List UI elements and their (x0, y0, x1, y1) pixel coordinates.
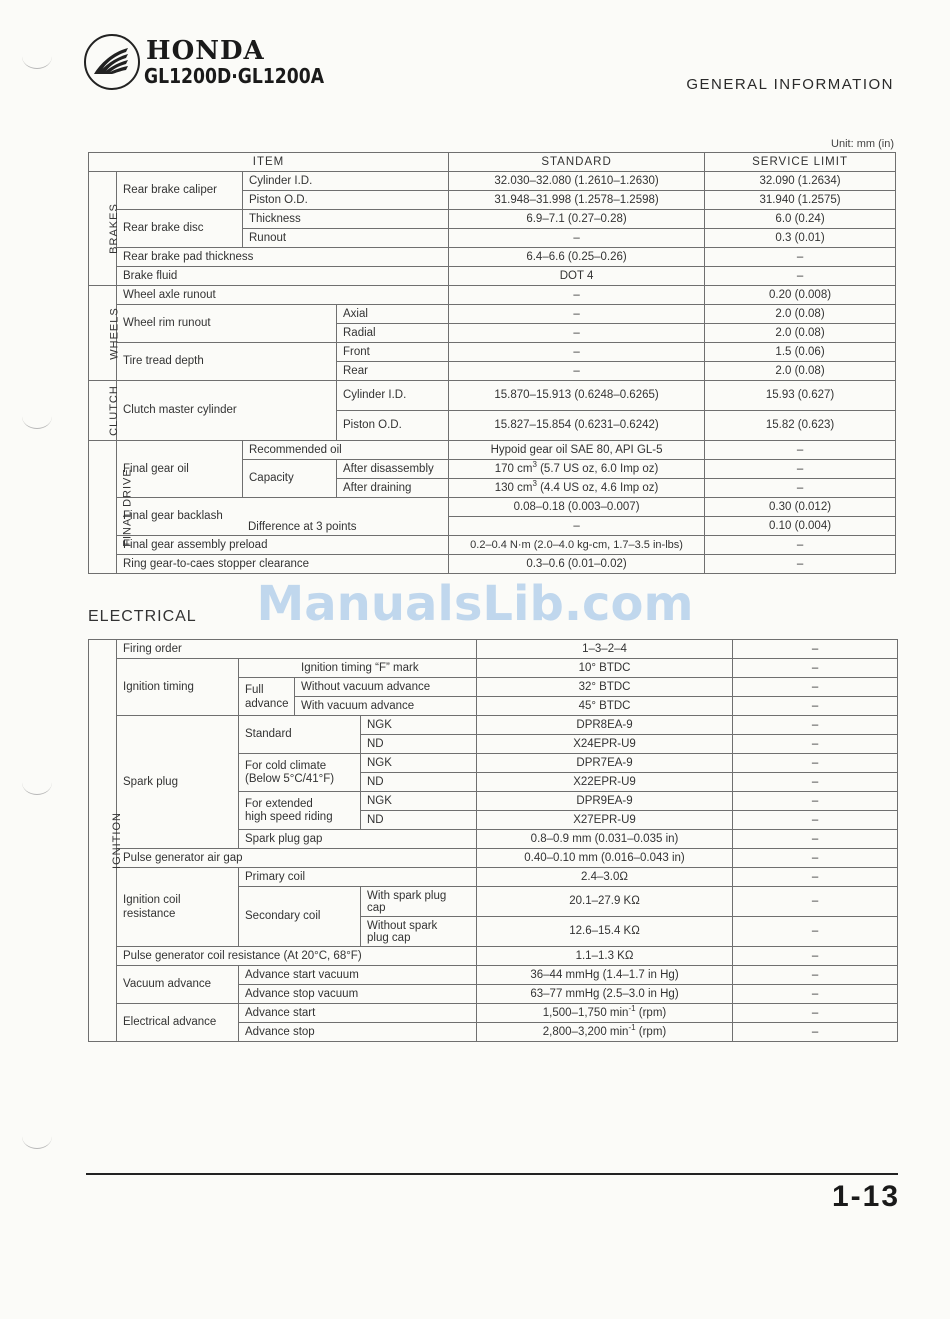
column-header-standard: STANDARD (449, 153, 705, 172)
limit-value: – (733, 947, 898, 966)
spec-table-chassis (88, 152, 896, 574)
limit-value: – (733, 773, 898, 792)
standard-value: 32° BTDC (477, 678, 733, 697)
label-line: With spark plug (367, 889, 447, 902)
standard-value: 1.1–1.3 KΩ (477, 947, 733, 966)
category-final-drive (89, 441, 134, 574)
standard-value: 36–44 mmHg (1.4–1.7 in Hg) (477, 966, 733, 985)
limit-value: – (733, 754, 898, 773)
limit-value: 1.5 (0.06) (705, 343, 896, 362)
binder-hole (22, 1124, 52, 1149)
item-label: Final gear oil (117, 441, 243, 498)
limit-value: 31.940 (1.2575) (705, 191, 896, 210)
table-row (89, 1004, 898, 1023)
limit-value: – (705, 536, 896, 555)
section-title: GENERAL INFORMATION (686, 76, 894, 93)
standard-value (477, 1023, 733, 1042)
spec-table-electrical (88, 639, 898, 1042)
standard-value: 20.1–27.9 KΩ (477, 887, 733, 917)
category-label: CLUTCH (107, 385, 120, 436)
sub-item-label: Spark plug gap (239, 830, 477, 849)
limit-value: – (733, 678, 898, 697)
table-row (89, 267, 896, 286)
value-part: 170 cm (494, 462, 533, 475)
standard-value: 6.4–6.6 (0.25–0.26) (449, 248, 705, 267)
sub-item-label: Radial (337, 324, 449, 343)
table-row (89, 498, 896, 517)
table-row (89, 868, 898, 887)
item-label: Electrical advance (117, 1004, 239, 1042)
label-line: For extended (245, 797, 313, 810)
sub-item-label: ND (361, 773, 477, 792)
limit-value: – (733, 697, 898, 716)
sub-item-label (239, 754, 361, 792)
table-row (89, 640, 898, 659)
standard-value: – (449, 305, 705, 324)
wing-icon (90, 44, 132, 78)
binder-hole (22, 770, 52, 795)
item-label: Rear brake disc (117, 210, 243, 248)
item-label: Ring gear-to-caes stopper clearance (117, 555, 449, 574)
value-part: (5.7 US oz, 6.0 Imp oz) (536, 462, 659, 475)
limit-value: – (733, 830, 898, 849)
table-row (89, 381, 896, 411)
item-label: Final gear backlash (117, 498, 449, 536)
sub-item-label: Cylinder I.D. (337, 381, 449, 411)
binder-hole (22, 44, 52, 69)
item-label: Ignition timing (117, 659, 239, 716)
table-row (89, 716, 898, 735)
limit-value: – (733, 849, 898, 868)
sub-item-label: After disassembly (337, 460, 449, 479)
watermark: ManualsLib.com (256, 576, 694, 632)
table-row (89, 849, 898, 868)
value-part: 2,800–3,200 min (542, 1025, 629, 1038)
limit-value: 32.090 (1.2634) (705, 172, 896, 191)
category-label: WHEELS (108, 306, 121, 360)
sub-item-label: Cylinder I.D. (243, 172, 449, 191)
limit-value: 6.0 (0.24) (705, 210, 896, 229)
superscript: 3 (532, 459, 537, 469)
value-part: 130 cm (494, 481, 533, 494)
limit-value: 2.0 (0.08) (705, 324, 896, 343)
standard-value: 0.2–0.4 N·m (2.0–4.0 kg-cm, 1.7–3.5 in-lbs) (449, 536, 705, 555)
standard-value: 0.8–0.9 mm (0.031–0.035 in) (477, 830, 733, 849)
limit-value: – (733, 1004, 898, 1023)
item-label: Final gear assembly preload (117, 536, 449, 555)
item-label: Clutch master cylinder (117, 381, 337, 441)
item-label: Brake fluid (117, 267, 449, 286)
standard-value (477, 1004, 733, 1023)
item-label: Wheel axle runout (117, 286, 449, 305)
table-row (89, 555, 896, 574)
superscript: -1 (628, 1003, 636, 1013)
limit-value: 15.93 (0.627) (705, 381, 896, 411)
item-label: Spark plug (117, 716, 239, 849)
table-row (89, 248, 896, 267)
item-label: Firing order (117, 640, 477, 659)
standard-value: 10° BTDC (477, 659, 733, 678)
limit-value: 0.10 (0.004) (705, 517, 896, 536)
item-label: Rear brake caliper (117, 172, 243, 210)
value-part: 1,500–1,750 min (542, 1006, 629, 1019)
sub-item-label: Advance stop vacuum (239, 985, 477, 1004)
limit-value: 15.82 (0.623) (705, 411, 896, 441)
item-label: Tire tread depth (117, 343, 337, 381)
limit-value: – (733, 1023, 898, 1042)
sub-item-label: With vacuum advance (295, 697, 477, 716)
standard-value (449, 460, 705, 479)
category-ignition (89, 640, 123, 1042)
standard-value: DPR9EA-9 (477, 792, 733, 811)
sub-item-label: Advance start (239, 1004, 477, 1023)
sub-item-label: Standard (239, 716, 361, 754)
limit-value: – (733, 985, 898, 1004)
standard-value: Hypoid gear oil SAE 80, API GL-5 (449, 441, 705, 460)
standard-value: 32.030–32.080 (1.2610–1.2630) (449, 172, 705, 191)
sub-item-label: Without vacuum advance (295, 678, 477, 697)
limit-value: – (733, 811, 898, 830)
limit-value: 2.0 (0.08) (705, 305, 896, 324)
item-label: Vacuum advance (117, 966, 239, 1004)
standard-value: – (449, 343, 705, 362)
table-row (89, 343, 896, 362)
value-part: (rpm) (635, 1025, 667, 1038)
table-header-row (89, 153, 896, 172)
standard-value: – (449, 286, 705, 305)
column-header-service-limit: SERVICE LIMIT (705, 153, 896, 172)
limit-value: 2.0 (0.08) (705, 362, 896, 381)
table-row (89, 441, 896, 460)
label-line: plug cap (367, 931, 411, 944)
category-clutch (89, 381, 120, 441)
limit-value: – (705, 479, 896, 498)
standard-value: X22EPR-U9 (477, 773, 733, 792)
superscript: -1 (628, 1022, 636, 1032)
sub-item-label: Advance stop (239, 1023, 477, 1042)
table-row (89, 210, 896, 229)
sub-item-label: Axial (337, 305, 449, 324)
category-brakes (89, 172, 120, 286)
standard-value: – (449, 229, 705, 248)
binder-hole (22, 404, 52, 429)
limit-value: – (705, 460, 896, 479)
sub-item-label (361, 917, 477, 947)
unit-note: Unit: mm (in) (831, 138, 894, 150)
sub-item-label: Recommended oil (243, 441, 449, 460)
sub-item-label: Ignition timing “F” mark (239, 659, 477, 678)
electrical-title: ELECTRICAL (88, 608, 197, 625)
standard-value: 1–3–2–4 (477, 640, 733, 659)
limit-value: – (733, 659, 898, 678)
limit-value: – (705, 555, 896, 574)
limit-value: – (705, 267, 896, 286)
sub-item-label (239, 678, 295, 716)
label-line: cap (367, 901, 386, 914)
table-row (89, 536, 896, 555)
sub-item-label: Thickness (243, 210, 449, 229)
standard-value: 63–77 mmHg (2.5–3.0 in Hg) (477, 985, 733, 1004)
item-label: Wheel rim runout (117, 305, 337, 343)
sub-item-label: After draining (337, 479, 449, 498)
limit-value: – (733, 792, 898, 811)
standard-value: 0.08–0.18 (0.003–0.007) (449, 498, 705, 517)
standard-value: – (449, 362, 705, 381)
label-line: (Below 5°C/41°F) (245, 772, 335, 785)
standard-value: 45° BTDC (477, 697, 733, 716)
value-part: (rpm) (635, 1006, 667, 1019)
item-label: Pulse generator air gap (117, 849, 477, 868)
table-row (89, 172, 896, 191)
table-row (89, 947, 898, 966)
table-row (89, 286, 896, 305)
sub-item-label: NGK (361, 716, 477, 735)
limit-value: – (705, 441, 896, 460)
item-label: Pulse generator coil resistance (At 20°C, 68°F) (117, 947, 477, 966)
limit-value: – (705, 248, 896, 267)
standard-value: 12.6–15.4 KΩ (477, 917, 733, 947)
sub-item-label: Piston O.D. (243, 191, 449, 210)
category-label: FINAL DRIVE (121, 467, 134, 547)
standard-value: DPR8EA-9 (477, 716, 733, 735)
sub-item-label: Secondary coil (239, 887, 361, 947)
category-label: IGNITION (110, 812, 123, 869)
sub-item-label: ND (361, 811, 477, 830)
limit-value: 0.20 (0.008) (705, 286, 896, 305)
sub-item-label (239, 792, 361, 830)
standard-value: – (449, 517, 705, 536)
standard-value: X27EPR-U9 (477, 811, 733, 830)
limit-value: – (733, 917, 898, 947)
limit-value: 0.30 (0.012) (705, 498, 896, 517)
label-line: advance (245, 697, 289, 710)
standard-value: 6.9–7.1 (0.27–0.28) (449, 210, 705, 229)
sub-item-label: Advance start vacuum (239, 966, 477, 985)
superscript: 3 (532, 478, 537, 488)
category-wheels (89, 286, 121, 381)
standard-value: 31.948–31.998 (1.2578–1.2598) (449, 191, 705, 210)
standard-value: DPR7EA-9 (477, 754, 733, 773)
column-header-item: ITEM (89, 153, 449, 172)
sub-item-label: Rear (337, 362, 449, 381)
sub-item-label: Piston O.D. (337, 411, 449, 441)
model-name: GL1200D·GL1200A (144, 64, 325, 88)
standard-value: – (449, 324, 705, 343)
standard-value: 15.827–15.854 (0.6231–0.6242) (449, 411, 705, 441)
item-label: Rear brake pad thickness (117, 248, 449, 267)
label-line: Without spark (367, 919, 438, 932)
label-line: high speed riding (245, 810, 333, 823)
difference-label: Difference at 3 points (248, 521, 357, 533)
label-line: Ignition coil (123, 894, 181, 906)
limit-value: – (733, 868, 898, 887)
sub-item-label: Capacity (243, 460, 337, 498)
limit-value: 0.3 (0.01) (705, 229, 896, 248)
value-part: (4.4 US oz, 4.6 Imp oz) (536, 481, 659, 494)
table-row (89, 659, 898, 678)
sub-item-label: ND (361, 735, 477, 754)
item-label (117, 868, 239, 947)
limit-value: – (733, 640, 898, 659)
standard-value: 0.3–0.6 (0.01–0.02) (449, 555, 705, 574)
limit-value: – (733, 716, 898, 735)
standard-value: DOT 4 (449, 267, 705, 286)
label-line: For cold climate (245, 759, 327, 772)
sub-item-label: Primary coil (239, 868, 477, 887)
standard-value: 0.40–0.10 mm (0.016–0.043 in) (477, 849, 733, 868)
sub-item-label: Runout (243, 229, 449, 248)
table-row (89, 305, 896, 324)
footer-rule (86, 1173, 898, 1175)
limit-value: – (733, 735, 898, 754)
sub-item-label: NGK (361, 792, 477, 811)
label-line: resistance (123, 908, 176, 920)
table-row (89, 966, 898, 985)
sub-item-label: Front (337, 343, 449, 362)
standard-value: 2.4–3.0Ω (477, 868, 733, 887)
limit-value: – (733, 887, 898, 917)
sub-item-label (361, 887, 477, 917)
sub-item-label: NGK (361, 754, 477, 773)
brand-name: HONDA (146, 36, 265, 66)
standard-value: 15.870–15.913 (0.6248–0.6265) (449, 381, 705, 411)
page-number: 1-13 (831, 1180, 900, 1213)
limit-value: – (733, 966, 898, 985)
standard-value: X24EPR-U9 (477, 735, 733, 754)
label-line: Full (245, 683, 264, 696)
standard-value (449, 479, 705, 498)
category-label: BRAKES (107, 203, 120, 254)
